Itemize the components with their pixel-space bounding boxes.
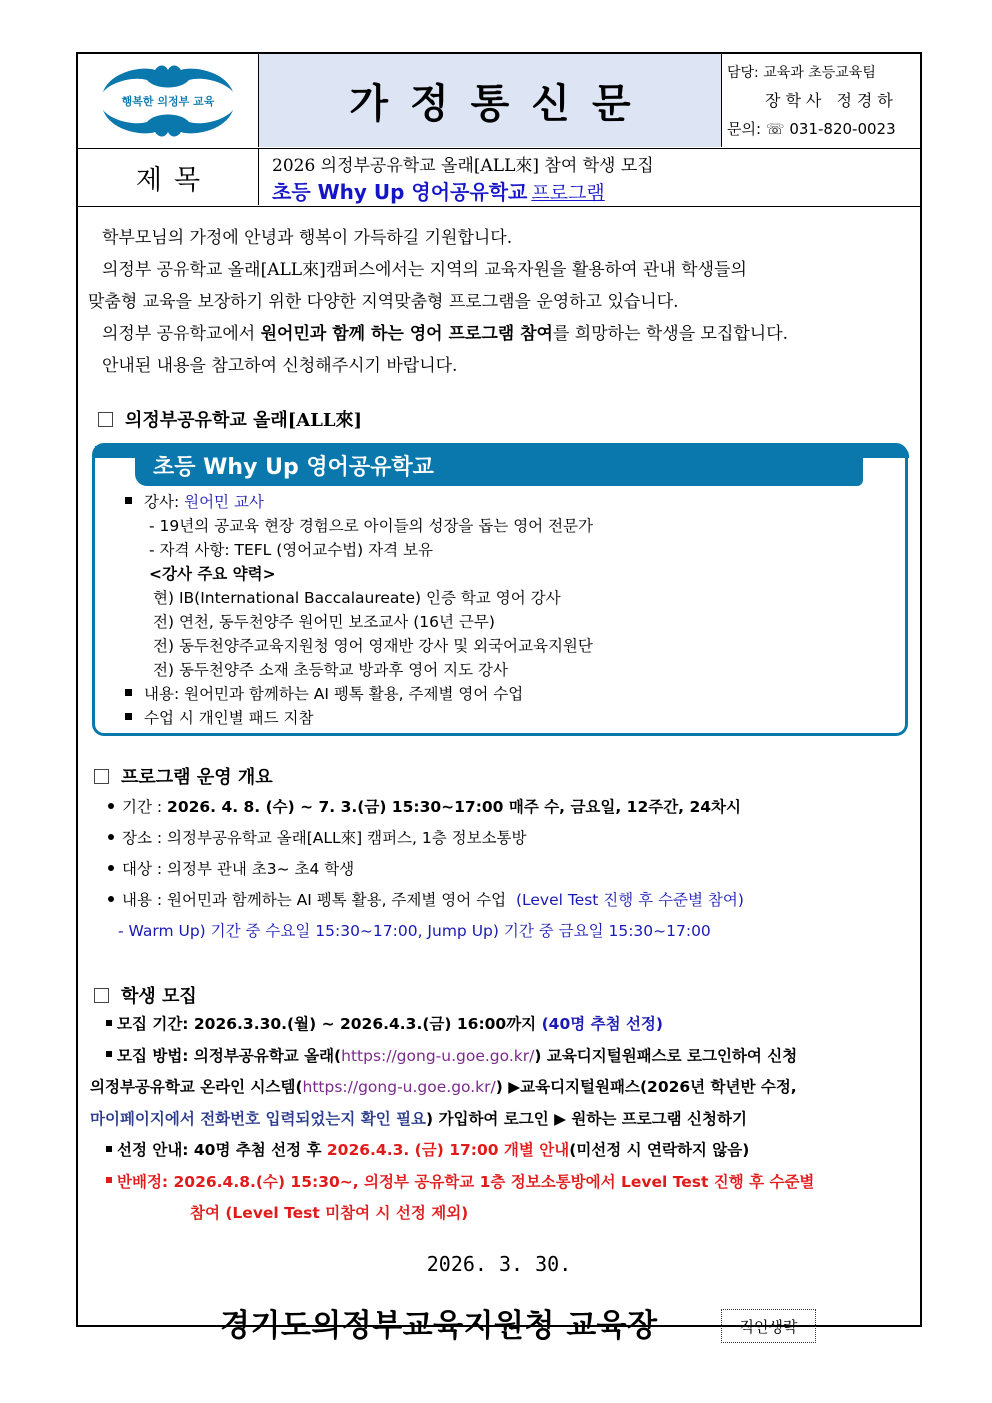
seal-omitted: 직인생략 xyxy=(721,1309,816,1343)
checkbox-square-icon xyxy=(98,412,113,427)
contact-officer: 장학사 정경하 xyxy=(765,91,898,110)
logo xyxy=(78,54,259,147)
intro-paragraph: 학부모님의 가정에 안녕과 행복이 가득하길 기원합니다. 의정부 공유학교 올래[ALL來]캠퍼스에서는 지역의 교육자원을 활용하여 관내 학생들의 맞춤형 교육을 보장하기 위한 다양한 지역맞춤형 프로그램을 운영하고 있습니다. 의정부 공유학교에서 원어민과 함께 하는 영어 프로그램 참여를 희망하는 학생을 모집합니다. 안내된 내용을 참고하여 신청해주시기 바랍니다. xyxy=(88,228,789,376)
header-row xyxy=(78,54,920,149)
contact-info xyxy=(723,54,920,147)
subject-row xyxy=(78,149,920,207)
section-heading-recruit: 학생 모집 xyxy=(94,982,197,1008)
bullet-square-icon xyxy=(125,497,132,504)
pad-item: 수업 시 개인별 패드 지참 xyxy=(125,706,593,730)
checkbox-square-icon xyxy=(94,988,109,1003)
subject-line2: 초등 Why Up 영어공유학교 프로그램 xyxy=(272,180,605,204)
subject-line1: 2026 의정부공유학교 올래[ALL來] 참여 학생 모집 xyxy=(272,156,654,176)
bullet-square-icon xyxy=(106,1146,112,1152)
bullet-square-icon xyxy=(125,689,132,696)
page-title: 가정통신문 xyxy=(349,81,653,127)
program-banner: 초등 Why Up 영어공유학교 xyxy=(135,446,863,486)
telephone-icon: ☏ xyxy=(765,120,785,138)
subject-label: 제목 xyxy=(78,149,259,205)
bullet-dot-icon xyxy=(108,896,114,902)
svg-text:행복한 의정부 교육: 행복한 의정부 교육 xyxy=(121,94,215,108)
gong-u-link[interactable]: https://gong-u.goe.go.kr/ xyxy=(341,1046,535,1065)
contact-phone: 031-820-0023 xyxy=(789,120,896,138)
bullet-dot-icon xyxy=(108,803,114,809)
overview-list: 기간 : 2026. 4. 8. (수) ~ 7. 3.(금) 15:30~17:00 매주 수, 금요일, 12주간, 24차시 장소 : 의정부공유학교 올래[ALL來] 캠퍼스, 1층 정보소통방 대상 : 의정부 관내 초3~ 초4 학생 내용 : 원어민과 함께하는 AI 펭톡 활용, 주제별 영어 수업 (Level Test 진행 후 수준별 참여) - Warm Up) 기간 중 수요일 15:30~17:00, Jump Up) 기간 중 금요일 15:30~17:00 xyxy=(108,792,744,947)
checkbox-square-icon xyxy=(94,769,109,784)
bullet-square-icon xyxy=(106,1020,112,1026)
content-item: 내용: 원어민과 함께하는 AI 펭톡 활용, 주제별 영어 수업 xyxy=(125,682,593,706)
bullet-dot-icon xyxy=(108,834,114,840)
bullet-dot-icon xyxy=(108,865,114,871)
bullet-square-icon xyxy=(106,1177,112,1183)
program-card xyxy=(92,443,908,736)
contact-phone-line: 문의: ☏ 031-820-0023 xyxy=(727,120,896,138)
newsletter-title xyxy=(259,54,722,147)
issue-date: 2026. 3. 30. xyxy=(426,1252,572,1276)
logo-emblem-icon xyxy=(93,62,243,140)
newsletter-page xyxy=(76,52,922,1344)
bullet-square-icon xyxy=(125,713,132,720)
recruit-list: 모집 기간: 2026.3.30.(월) ~ 2026.4.3.(금) 16:00까지 (40명 추첨 선정) 모집 방법: 의정부공유학교 올래(https://gong-u.goe.go.kr/) 교육디지털원패스로 로그인하여 신청 의정부공유학교 온라인 시스템(https://gong-u.goe.go.kr/) ▶교육디지털원패스(2026년 학년반 수정, 마이페이지에서 전화번호 입력되었는지 확인 필요) 가입하여 로그인 ▶ 원하는 프로그램 신청하기 선정 안내: 40명 추첨 선정 후 2026.4.3. (금) 17:00 개별 안내(미선정 시 연락하지 않음) 반배정: 2026.4.8.(수) 15:30~, 의정부 공유학교 1층 정보소통방에서 Level Test 진행 후 수준별 참여 (Level Test 미참여 시 선정 제외) xyxy=(90,1015,815,1222)
contact-dept: 담당: 교육과 초등교육팀 xyxy=(727,65,876,81)
teacher-item: 강사: 원어민 교사 xyxy=(125,490,593,514)
signer: 경기도의정부교육지원청 교육장 xyxy=(220,1308,658,1344)
gong-u-link-2[interactable]: https://gong-u.goe.go.kr/ xyxy=(302,1078,496,1096)
section-heading-campus: 의정부공유학교 올래[ALL來] xyxy=(98,406,362,432)
program-details: 강사: 원어민 교사 - 19년의 공교육 현장 경험으로 아이들의 성장을 돕는 영어 전문가 - 자격 사항: TEFL (영어교수법) 자격 보유 <강사 주요 약력> 현) IB(International Baccalaureate) 인증 학교 영어 강사 전) 연천, 동두천양주 원어민 보조교사 (16년 근무) 전) 동두천양주교육지원청 영어 영재반 강사 및 외국어교육지원단 전) 동두천양주 소재 초등학교 방과후 영어 지도 강사 내용: 원어민과 함께하는 AI 펭톡 활용, 주제별 영어 수업 수업 시 개인별 패드 지참 xyxy=(125,490,593,730)
section-heading-overview: 프로그램 운영 개요 xyxy=(94,763,273,789)
bullet-square-icon xyxy=(106,1051,112,1057)
